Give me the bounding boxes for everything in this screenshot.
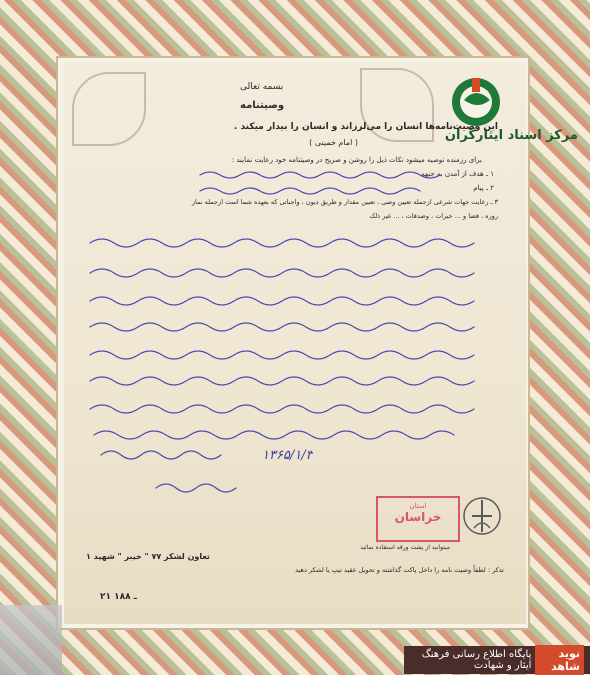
- logo-text: مرکز اسناد ایثارگران: [444, 128, 578, 143]
- bottom-left-line1: تعاون لشکر ۷۷ " خیبر " شهید ۱: [86, 552, 210, 561]
- document-title: وصیتنامه: [240, 100, 285, 111]
- footer-badge: نوید شاهد: [535, 645, 584, 675]
- stamp-main-text: خراسان: [394, 510, 442, 524]
- instruction-1: ۱ ـ هدف از آمدن به جبهه: [421, 170, 494, 178]
- signature-date: ۱۳۶۵/۱/۳: [262, 448, 313, 463]
- quote-source: ( امام خمینی ): [309, 138, 358, 147]
- footer-bar: [404, 646, 590, 674]
- instruction-3: ۳ ـ رعایت جهات شرعی ازجمله تعیین وصی ، تعیین مقدار و طریق دیون ، واجباتی که بعهده شما است ازجمله نماز: [191, 198, 498, 206]
- instruction-intro: برای رزمنده توصیه میشود نکات ذیل را روشن و صریح در وصیتنامه خود رعایت نمایند :: [231, 156, 482, 164]
- signature-scribble: [96, 440, 246, 500]
- bottom-note-1: تذکر : لطفاً وصیت نامه را داخل پاکت گذاشته و تحویل عقید تیپ یا لشکر دهید: [295, 566, 504, 574]
- archive-logo-icon: [448, 72, 506, 128]
- official-stamp: [376, 496, 460, 542]
- bismillah: بسمه تعالی: [240, 82, 284, 92]
- bottom-left-line2: ۲۱ ـ ۱۸۸: [100, 592, 137, 602]
- footer-text: پایگاه اطلاع رسانی فرهنگ ایثار و شهادت: [421, 649, 532, 671]
- corner-sticker: [0, 605, 62, 675]
- handwriting-lines: [80, 165, 510, 455]
- instruction-4: روزه ، قضا و ... خیرات ، وصدقات ، ... غیر ذلک: [369, 212, 498, 220]
- imam-quote: این وصیت‌نامه‌ها انسان را می‌لرزاند و انسان را بیدار میکند .: [233, 122, 498, 132]
- bottom-note-2: میتوانید از پشت ورقه استفاده نمائید: [360, 544, 450, 551]
- stamp-top-text: استان: [409, 502, 427, 510]
- instruction-2: ۲ ـ پیام: [473, 184, 494, 192]
- corps-emblem-icon: [460, 494, 504, 540]
- corner-ornament-left: [72, 72, 146, 146]
